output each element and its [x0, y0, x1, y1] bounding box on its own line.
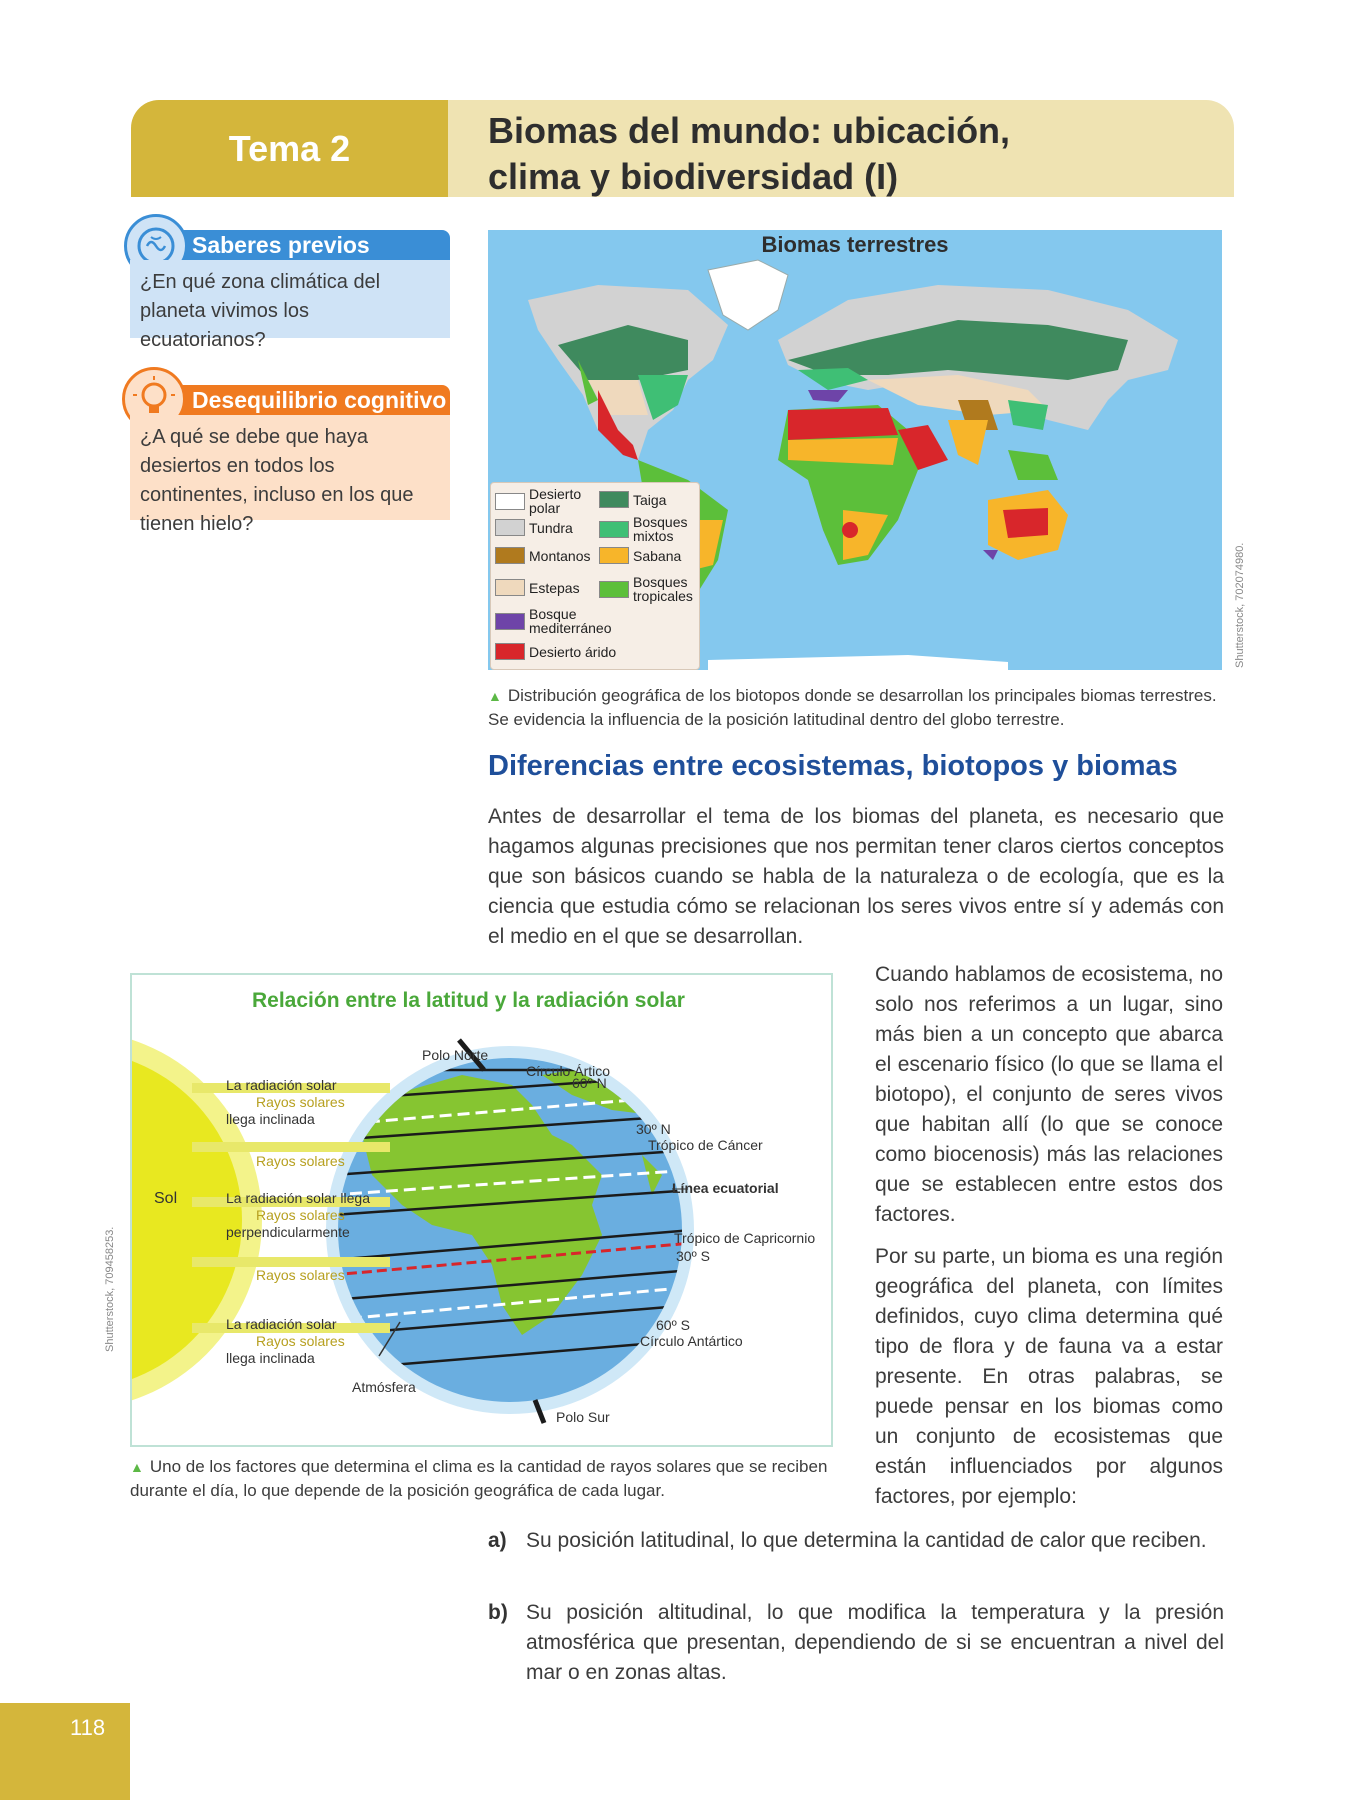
- legend-item: [495, 643, 695, 660]
- legend-swatch: [495, 643, 525, 660]
- diagram-credit: Shutterstock, 709458253.: [104, 1226, 116, 1352]
- radiation-inclined-top-label: La radiación solar: [226, 1077, 337, 1093]
- list-item-text: Su posición latitudinal, lo que determina la cantidad de calor que reciben.: [526, 1529, 1207, 1552]
- saberes-text: ¿En qué zona climática del planeta vivimos los ecuatorianos?: [130, 260, 450, 338]
- south-pole-label: Polo Sur: [556, 1409, 610, 1425]
- legend-label: Desierto polar: [529, 486, 582, 516]
- arrives-inclined-bottom-label: llega inclinada: [226, 1350, 315, 1366]
- rays-label: Rayos solares: [256, 1094, 345, 1110]
- legend-label: Estepas: [529, 579, 580, 596]
- rays-label: Rayos solares: [256, 1207, 345, 1223]
- rays-label: Rayos solares: [256, 1153, 345, 1169]
- desequilibrio-heading: Desequilibrio cognitivo: [130, 385, 450, 415]
- legend-swatch: [599, 581, 629, 598]
- legend-item: [599, 575, 695, 603]
- biomes-map: [488, 230, 1222, 670]
- list-marker: b): [488, 1601, 508, 1624]
- diagram-caption-text: Uno de los factores que determina el clima es la cantidad de rayos solares que se reciben durante el día, lo que depende de la posición geográfica de cada lugar.: [130, 1457, 828, 1500]
- latitude-radiation-diagram: [130, 973, 833, 1447]
- legend-swatch: [495, 547, 525, 564]
- map-caption-text: Distribución geográfica de los biotopos donde se desarrollan los principales biomas terrestres. Se evidencia la influencia de la posición latitudinal dentro del globo terrestre.: [488, 686, 1217, 729]
- legend-item: [495, 607, 695, 635]
- radiation-inclined-bottom-label: La radiación solar: [226, 1316, 337, 1332]
- diagram-title: Relación entre la latitud y la radiación solar: [252, 989, 685, 1012]
- page-number: 118: [70, 1715, 106, 1740]
- title-banner: [448, 100, 1234, 197]
- legend-item: [495, 547, 595, 564]
- rays-label: Rayos solares: [256, 1267, 345, 1283]
- list-item-text: Su posición altitudinal, lo que modifica la temperatura y la presión atmosférica que presentan, dependiendo de si se encuentran a nivel del mar o en zonas altas.: [526, 1601, 1224, 1684]
- desequilibrio-text: ¿A qué se debe que haya desiertos en todos los continentes, incluso en los que tienen hielo?: [130, 415, 450, 520]
- legend-swatch: [495, 519, 525, 536]
- lat-60s-label: 60º S: [656, 1317, 690, 1333]
- legend-swatch: [495, 613, 525, 630]
- list-item: [488, 1526, 1224, 1556]
- globe-graphic: [132, 975, 833, 1447]
- rays-label: Rayos solares: [256, 1333, 345, 1349]
- paragraph-intro: Antes de desarrollar el tema de los biomas del planeta, es necesario que hagamos algunas precisiones que nos permitan tener claros ciertos conceptos que son básicos cuando se habla de la naturaleza o de ecología, que es la ciencia que estudia cómo se relacionan los seres vivos entre sí y además con el medio en el que se desarrollan.: [488, 805, 1224, 948]
- legend-swatch: [495, 493, 525, 510]
- map-credit: Shutterstock, 702074980.: [1234, 542, 1246, 668]
- triangle-icon: ▲: [488, 688, 502, 704]
- tema-label: Tema 2: [131, 100, 448, 197]
- tropic-cancer-label: Trópico de Cáncer: [648, 1137, 763, 1153]
- legend-label: Tundra: [529, 519, 573, 536]
- legend-item: [495, 579, 595, 596]
- page-title-line1: Biomas del mundo: ubicación,: [488, 110, 1011, 151]
- list-marker: a): [488, 1529, 507, 1552]
- legend-item: [495, 519, 595, 536]
- legend-swatch: [599, 491, 629, 508]
- legend-label: Sabana: [633, 547, 682, 564]
- list-item: [488, 1598, 1224, 1688]
- radiation-perpendicular-label: La radiación solar llega: [226, 1190, 370, 1206]
- legend-swatch: [495, 579, 525, 596]
- legend-label: Montanos: [529, 547, 591, 564]
- paragraph-bioma: Por su parte, un bioma es una región geográfica del planeta, con límites definidos, cuyo clima determina qué tipo de flora y de fauna va a estar presente. En otras palabras, se puede pensar en los biomas como un conjunto de ecosistemas que están influenciados por algunos factores, por ejemplo:: [875, 1245, 1223, 1508]
- page-title-line2: clima y biodiversidad (I): [488, 156, 899, 197]
- legend-swatch: [599, 521, 629, 538]
- legend-item: [495, 487, 595, 515]
- perpendicular-label: perpendicularmente: [226, 1224, 350, 1240]
- legend-swatch: [599, 547, 629, 564]
- antarctic-circle-label: Círculo Antártico: [640, 1333, 743, 1349]
- map-caption: [488, 684, 1224, 731]
- arctic-circle-label: Círculo Ártico: [526, 1063, 611, 1079]
- diagram-caption: [130, 1455, 845, 1502]
- equator-label: Línea ecuatorial: [672, 1180, 779, 1196]
- saberes-heading: Saberes previos: [130, 230, 450, 260]
- page-title: [488, 108, 1010, 200]
- lat-30s-label: 30º S: [676, 1248, 710, 1264]
- legend-label: Bosque mediterráneo: [529, 606, 612, 636]
- legend-item: [599, 515, 695, 543]
- paragraph-ecosistema: Cuando hablamos de ecosistema, no solo nos referimos a un lugar, sino más bien a un concepto que abarca el escenario físico (lo que se llama el biotopo), el conjunto de seres vivos que habitan allí (lo que se conoce como biocenosis) más las relaciones que se establecen entre estos dos factores.: [875, 963, 1223, 1226]
- tropic-capricorn-label: Trópico de Capricornio: [674, 1230, 816, 1246]
- legend-label: Taiga: [633, 491, 667, 508]
- arrives-inclined-top-label: llega inclinada: [226, 1111, 315, 1127]
- legend-item: [599, 547, 695, 564]
- legend-label: Desierto árido: [529, 643, 617, 660]
- triangle-icon: ▲: [130, 1459, 144, 1475]
- map-legend: [490, 482, 700, 670]
- legend-label: Bosques mixtos: [633, 514, 688, 544]
- lat-30n-label: 30º N: [636, 1121, 671, 1137]
- lat-60n-label: 60º N: [572, 1075, 607, 1091]
- section-title: Diferencias entre ecosistemas, biotopos y biomas: [488, 750, 1178, 782]
- page-footer: [0, 1703, 130, 1800]
- legend-label: Bosques tropicales: [633, 574, 693, 604]
- atmosphere-label: Atmósfera: [352, 1379, 416, 1395]
- sun-label: Sol: [154, 1190, 178, 1207]
- map-title: Biomas terrestres: [761, 232, 949, 257]
- legend-item: [599, 491, 695, 508]
- north-pole-label: Polo Norte: [422, 1047, 489, 1063]
